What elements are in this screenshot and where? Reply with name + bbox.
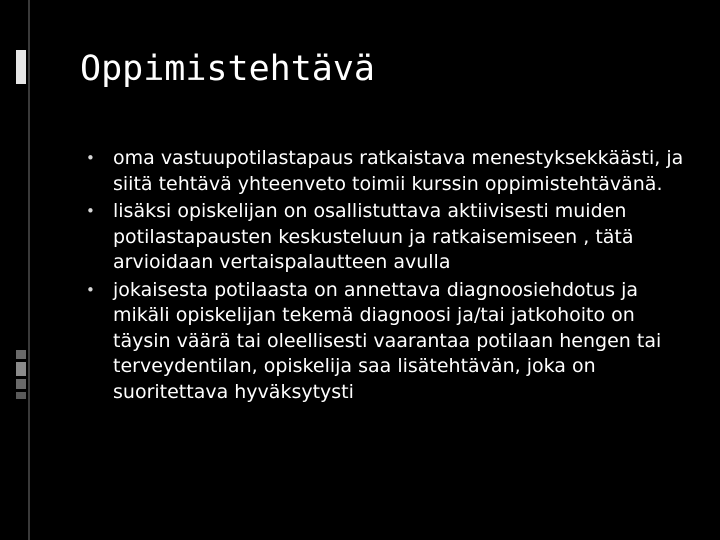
bullet-icon: •: [86, 202, 95, 220]
decorative-bar: [16, 350, 26, 359]
decorative-bar: [16, 392, 26, 399]
bullet-item: [88, 146, 688, 197]
bullet-icon: •: [86, 149, 95, 167]
bullet-text: lisäksi opiskelijan on osallistuttava aktiivisesti muiden potilastapausten keskusteluun ja ratkaisemiseen , tätä arvioidaan vertaispalautteen avulla: [113, 200, 634, 273]
bullet-text: oma vastuupotilastapaus ratkaistava menestyksekkäästi, ja siitä tehtävä yhteenveto toimii kurssin oppimistehtävänä.: [113, 147, 684, 195]
title-accent-bar: [16, 50, 26, 84]
bullet-item: [88, 199, 688, 276]
bullet-list: [88, 146, 688, 407]
decorative-bar: [16, 379, 26, 389]
bullet-text: jokaisesta potilaasta on annettava diagnoosiehdotus ja mikäli opiskelijan tekemä diagnoosi ja/tai jatkohoito on täysin väärä tai oleellisesti vaarantaa potilaan hengen tai terveydentilan, opiskelija saa lisätehtävän, joka on suoritettava hyväksytysti: [113, 278, 662, 403]
slide-title: Oppimistehtävä: [80, 49, 376, 89]
bullet-item: [88, 278, 688, 406]
left-divider-line: [28, 0, 30, 540]
decorative-bar: [16, 362, 26, 376]
bullet-icon: •: [86, 280, 95, 299]
